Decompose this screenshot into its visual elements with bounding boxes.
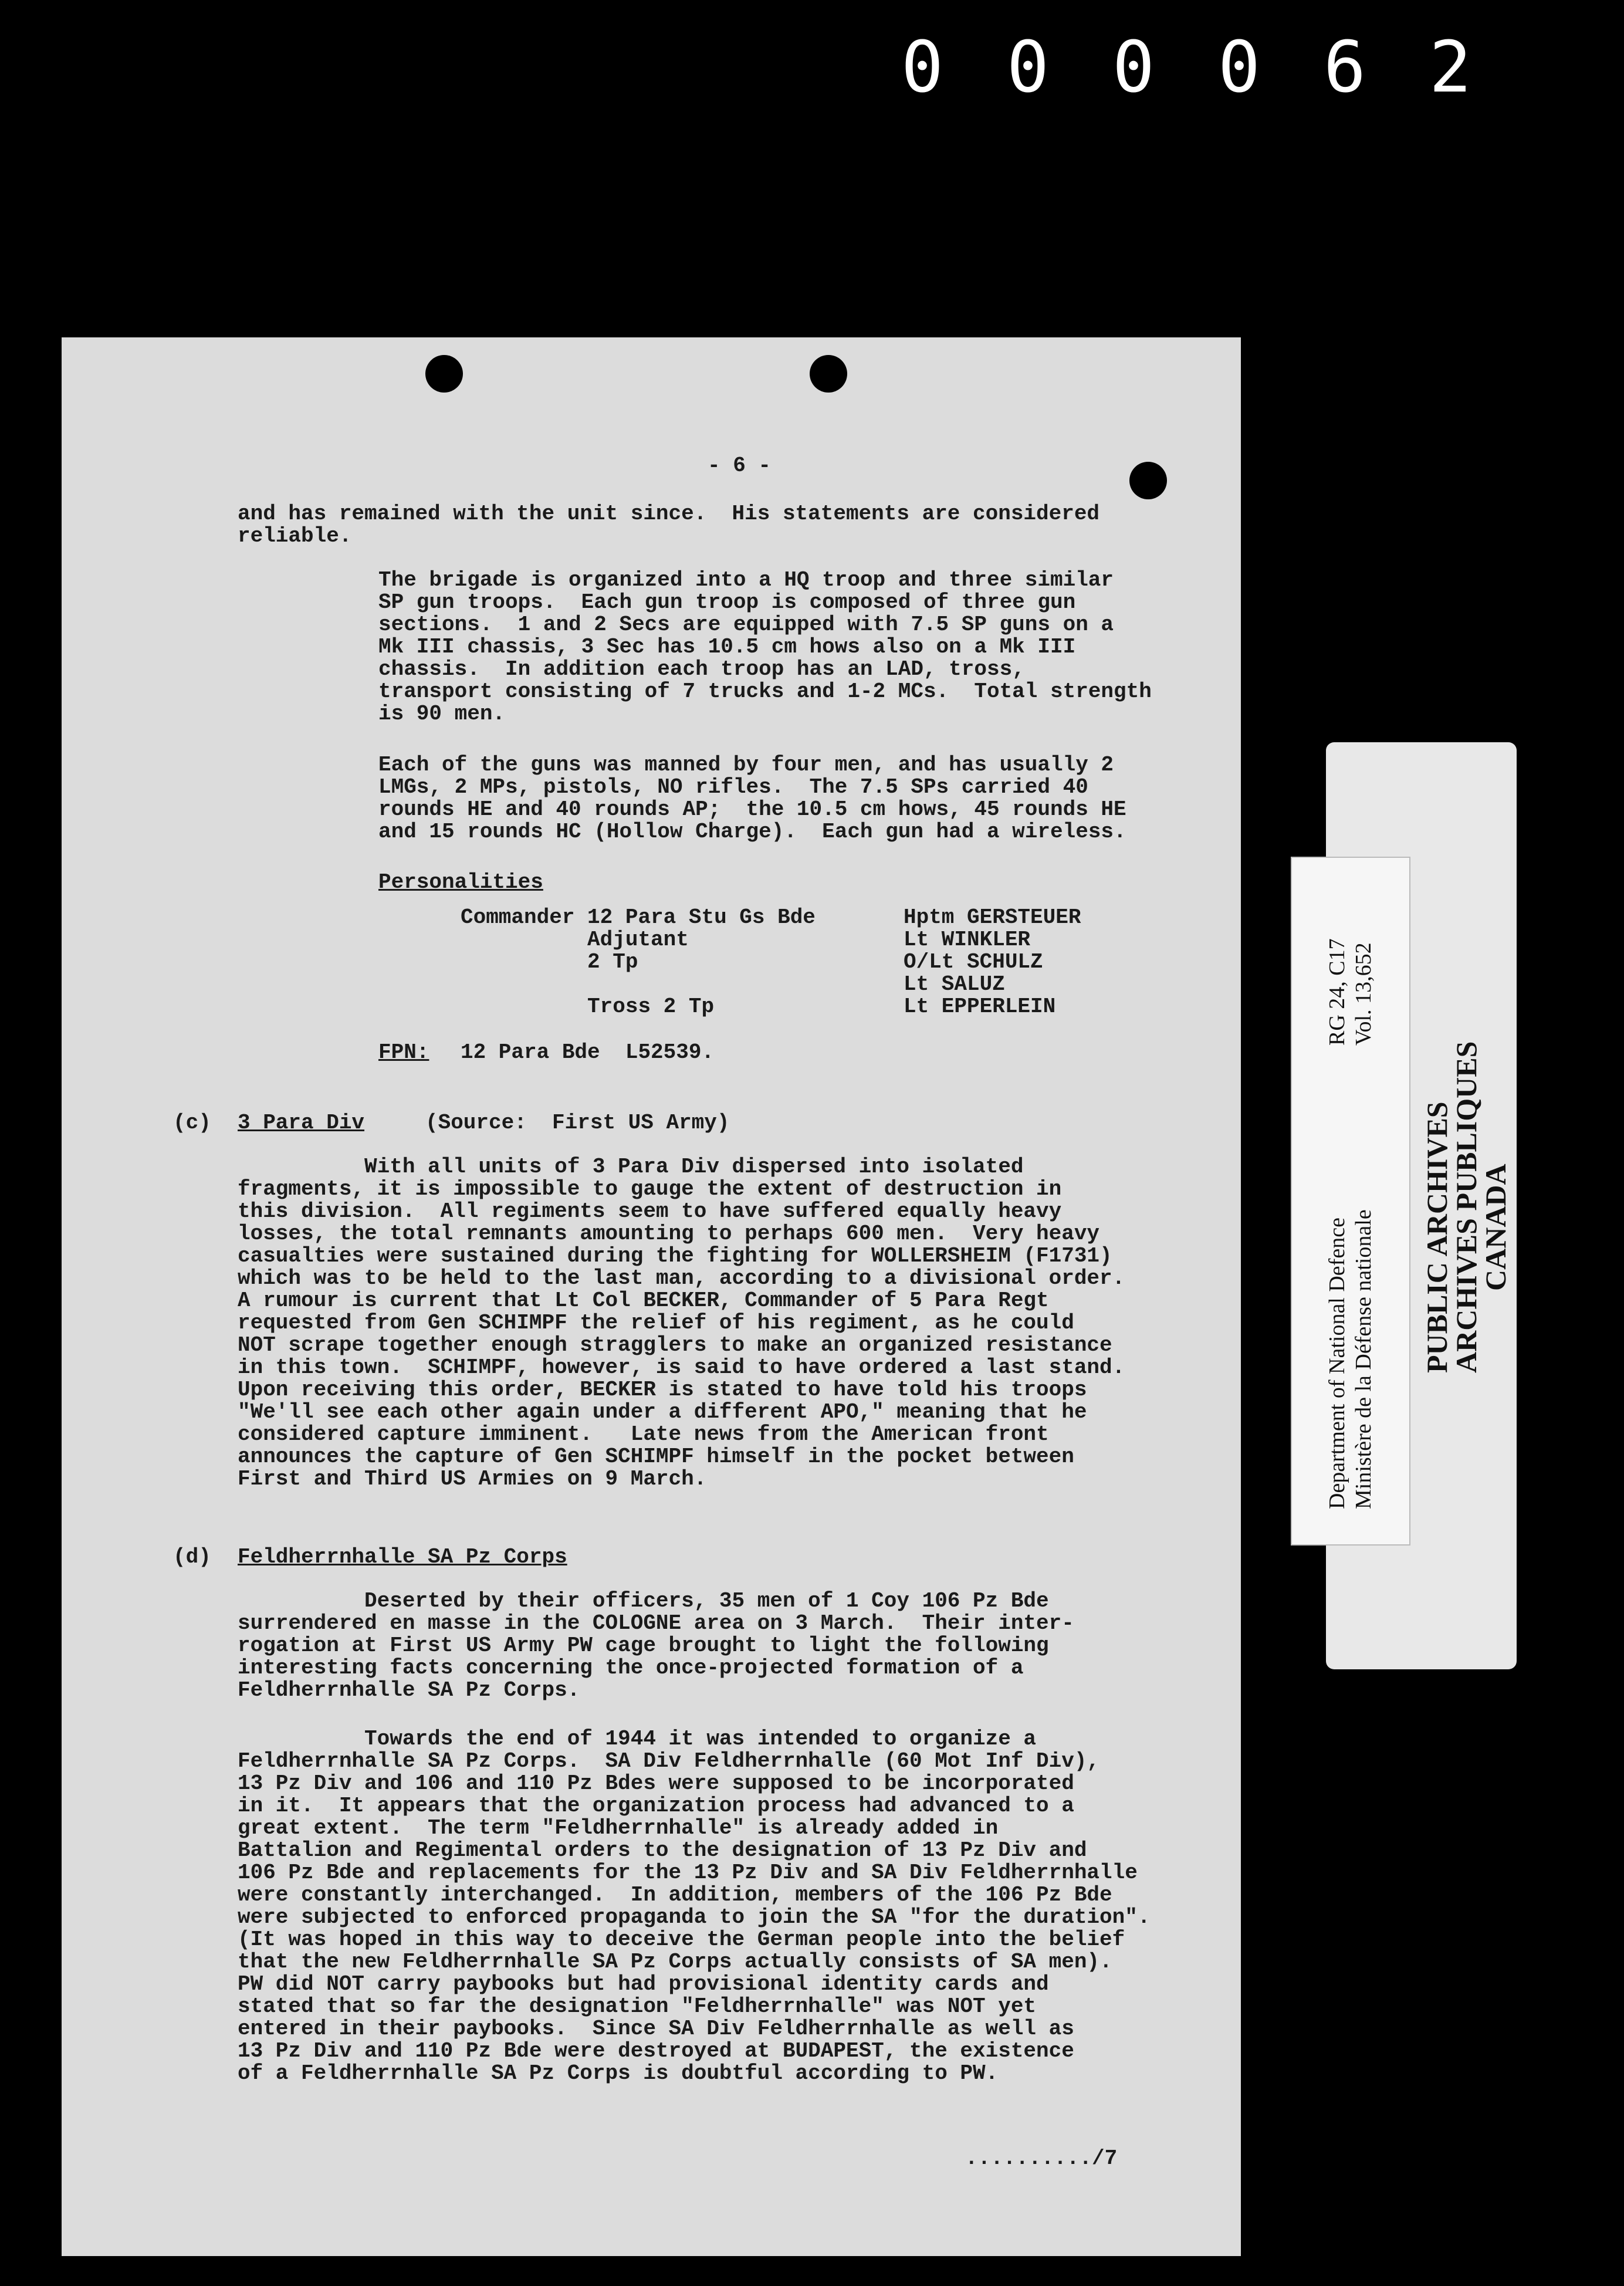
personalities-names: Hptm GERSTEUER Lt WINKLER O/Lt SCHULZ Lt SALUZ Lt EPPERLEIN (904, 905, 1081, 1019)
microfilm-frame-number (880, 26, 1496, 109)
section-c-title: 3 Para Div (238, 1111, 365, 1135)
frame-digit: 2 (1429, 26, 1476, 109)
frame-digit: 0 (1112, 26, 1159, 109)
section-c-label: (c) (173, 1111, 211, 1135)
section-c-source: (Source: First US Army) (425, 1111, 730, 1135)
punch-hole-right (810, 355, 847, 393)
fpn-value: 12 Para Bde L52539. (461, 1040, 715, 1064)
page-number: - 6 - (707, 454, 772, 478)
archive-name-en: PUBLIC ARCHIVES (1420, 1101, 1453, 1373)
section-c-body: With all units of 3 Para Div dispersed into isolated fragments, it is impossible to gauge the extent of destruction in this division. All regiments seem to have suffered equally heavy losses, the total remnants amounting to perhaps 600 men. Very heavy casualties were sustained during the fighting for WOLLERSHEIM (F1731) which was to be held to the last man, according to a divisional order. A rumour is current that Lt Col BECKER, Commander of 5 Para Regt requested from Gen SCHIMPF the relief of his regiment, as he could NOT scrape together enough stragglers to make an organized resistance in this town. SCHIMPF, however, is said to have ordered a last stand. Upon receiving this order, BECKER is stated to have told his troops "We'll see each other again under a different APO," meaning that he considered capture imminent. Late news from the American front announces the capture of Gen SCHIMPF himself in the pocket between First and Third US Armies on 9 March. (238, 1155, 1125, 1491)
archive-dept-fr: Ministère de la Défense nationale (1351, 1209, 1376, 1509)
personalities-heading: Personalities (378, 870, 543, 894)
paragraph-guns: Each of the guns was manned by four men, and has usually 2 LMGs, 2 MPs, pistols, NO rifles. The 7.5 SPs carried 40 rounds HE and 40 rounds AP; the 10.5 cm hows, 45 rounds HE and 15 rounds HC (Hollow Charge). Each gun had a wireless. (378, 753, 1126, 844)
continuation-marker: ........../7 (965, 2146, 1118, 2170)
archive-ref-vol: Vol. 13,652 (1351, 942, 1376, 1046)
archive-ref-rg: RG 24, C17 (1325, 938, 1349, 1046)
section-d-label: (d) (173, 1545, 211, 1569)
frame-digit: 0 (901, 26, 948, 109)
frame-digit: 6 (1323, 26, 1370, 109)
personalities-roles: Commander 12 Para Stu Gs Bde Adjutant 2 Tp Tross 2 Tp (461, 905, 816, 1019)
section-d-body-2: Towards the end of 1944 it was intended to organize a Feldherrnhalle SA Pz Corps. SA Div Feldherrnhalle (60 Mot Inf Div), 13 Pz Div and 106 and 110 Pz Bdes were supposed to be incorporated in it. It appears that the organization process had advanced to a great extent. The term "Feldherrnhalle" is already added in Battalion and Regimental orders to the designation of 13 Pz Div and 106 Pz Bde and replacements for the 13 Pz Div and SA Div Feldherrnhalle were constantly interchanged. In addition, members of the 106 Pz Bde were subjected to enforced propaganda to join the SA "for the duration". (It was hoped in this way to deceive the German people into the belief that the new Feldherrnhalle SA Pz Corps actually consists of SA men). PW did NOT carry paybooks but had provisional identity cards and stated that so far the designation "Feldherrnhalle" was NOT yet entered in their paybooks. Since SA Div Feldherrnhalle as well as 13 Pz Div and 110 Pz Bde were destroyed at BUDAPEST, the existence of a Feldherrnhalle SA Pz Corps is doubtful according to PW. (238, 1727, 1151, 2085)
archive-country: CANADA (1479, 1164, 1512, 1291)
document-page (62, 337, 1241, 2256)
archive-dept-en: Department of National Defence (1325, 1218, 1349, 1509)
archive-stamp (1408, 857, 1514, 1385)
punch-hole-left (425, 355, 463, 393)
paragraph-organization: The brigade is organized into a HQ troop and three similar SP gun troops. Each gun troop is composed of three gun sections. 1 and 2 Secs are equipped with 7.5 SP guns on a Mk III chassis, 3 Sec has 10.5 cm hows also on a Mk III chassis. In addition each troop has an LAD, tross, transport consisting of 7 trucks and 1-2 MCs. Total strength is 90 men. (378, 568, 1152, 726)
fpn-label: FPN: (378, 1040, 429, 1064)
punch-hole-margin (1129, 462, 1167, 499)
section-d-title: Feldherrnhalle SA Pz Corps (238, 1545, 567, 1569)
frame-digit: 0 (1006, 26, 1053, 109)
archive-name-fr: ARCHIVES PUBLIQUES (1450, 1041, 1483, 1373)
frame-digit: 0 (1217, 26, 1264, 109)
archive-label (1291, 857, 1410, 1546)
paragraph-intro: and has remained with the unit since. His statements are considered reliable. (238, 502, 1100, 548)
section-d-body-1: Deserted by their officers, 35 men of 1 Coy 106 Pz Bde surrendered en masse in the COLOGNE area on 3 March. Their inter- rogation at First US Army PW cage brought to light the following interesting facts concerning the once-projected formation of a Feldherrnhalle SA Pz Corps. (238, 1589, 1074, 1702)
